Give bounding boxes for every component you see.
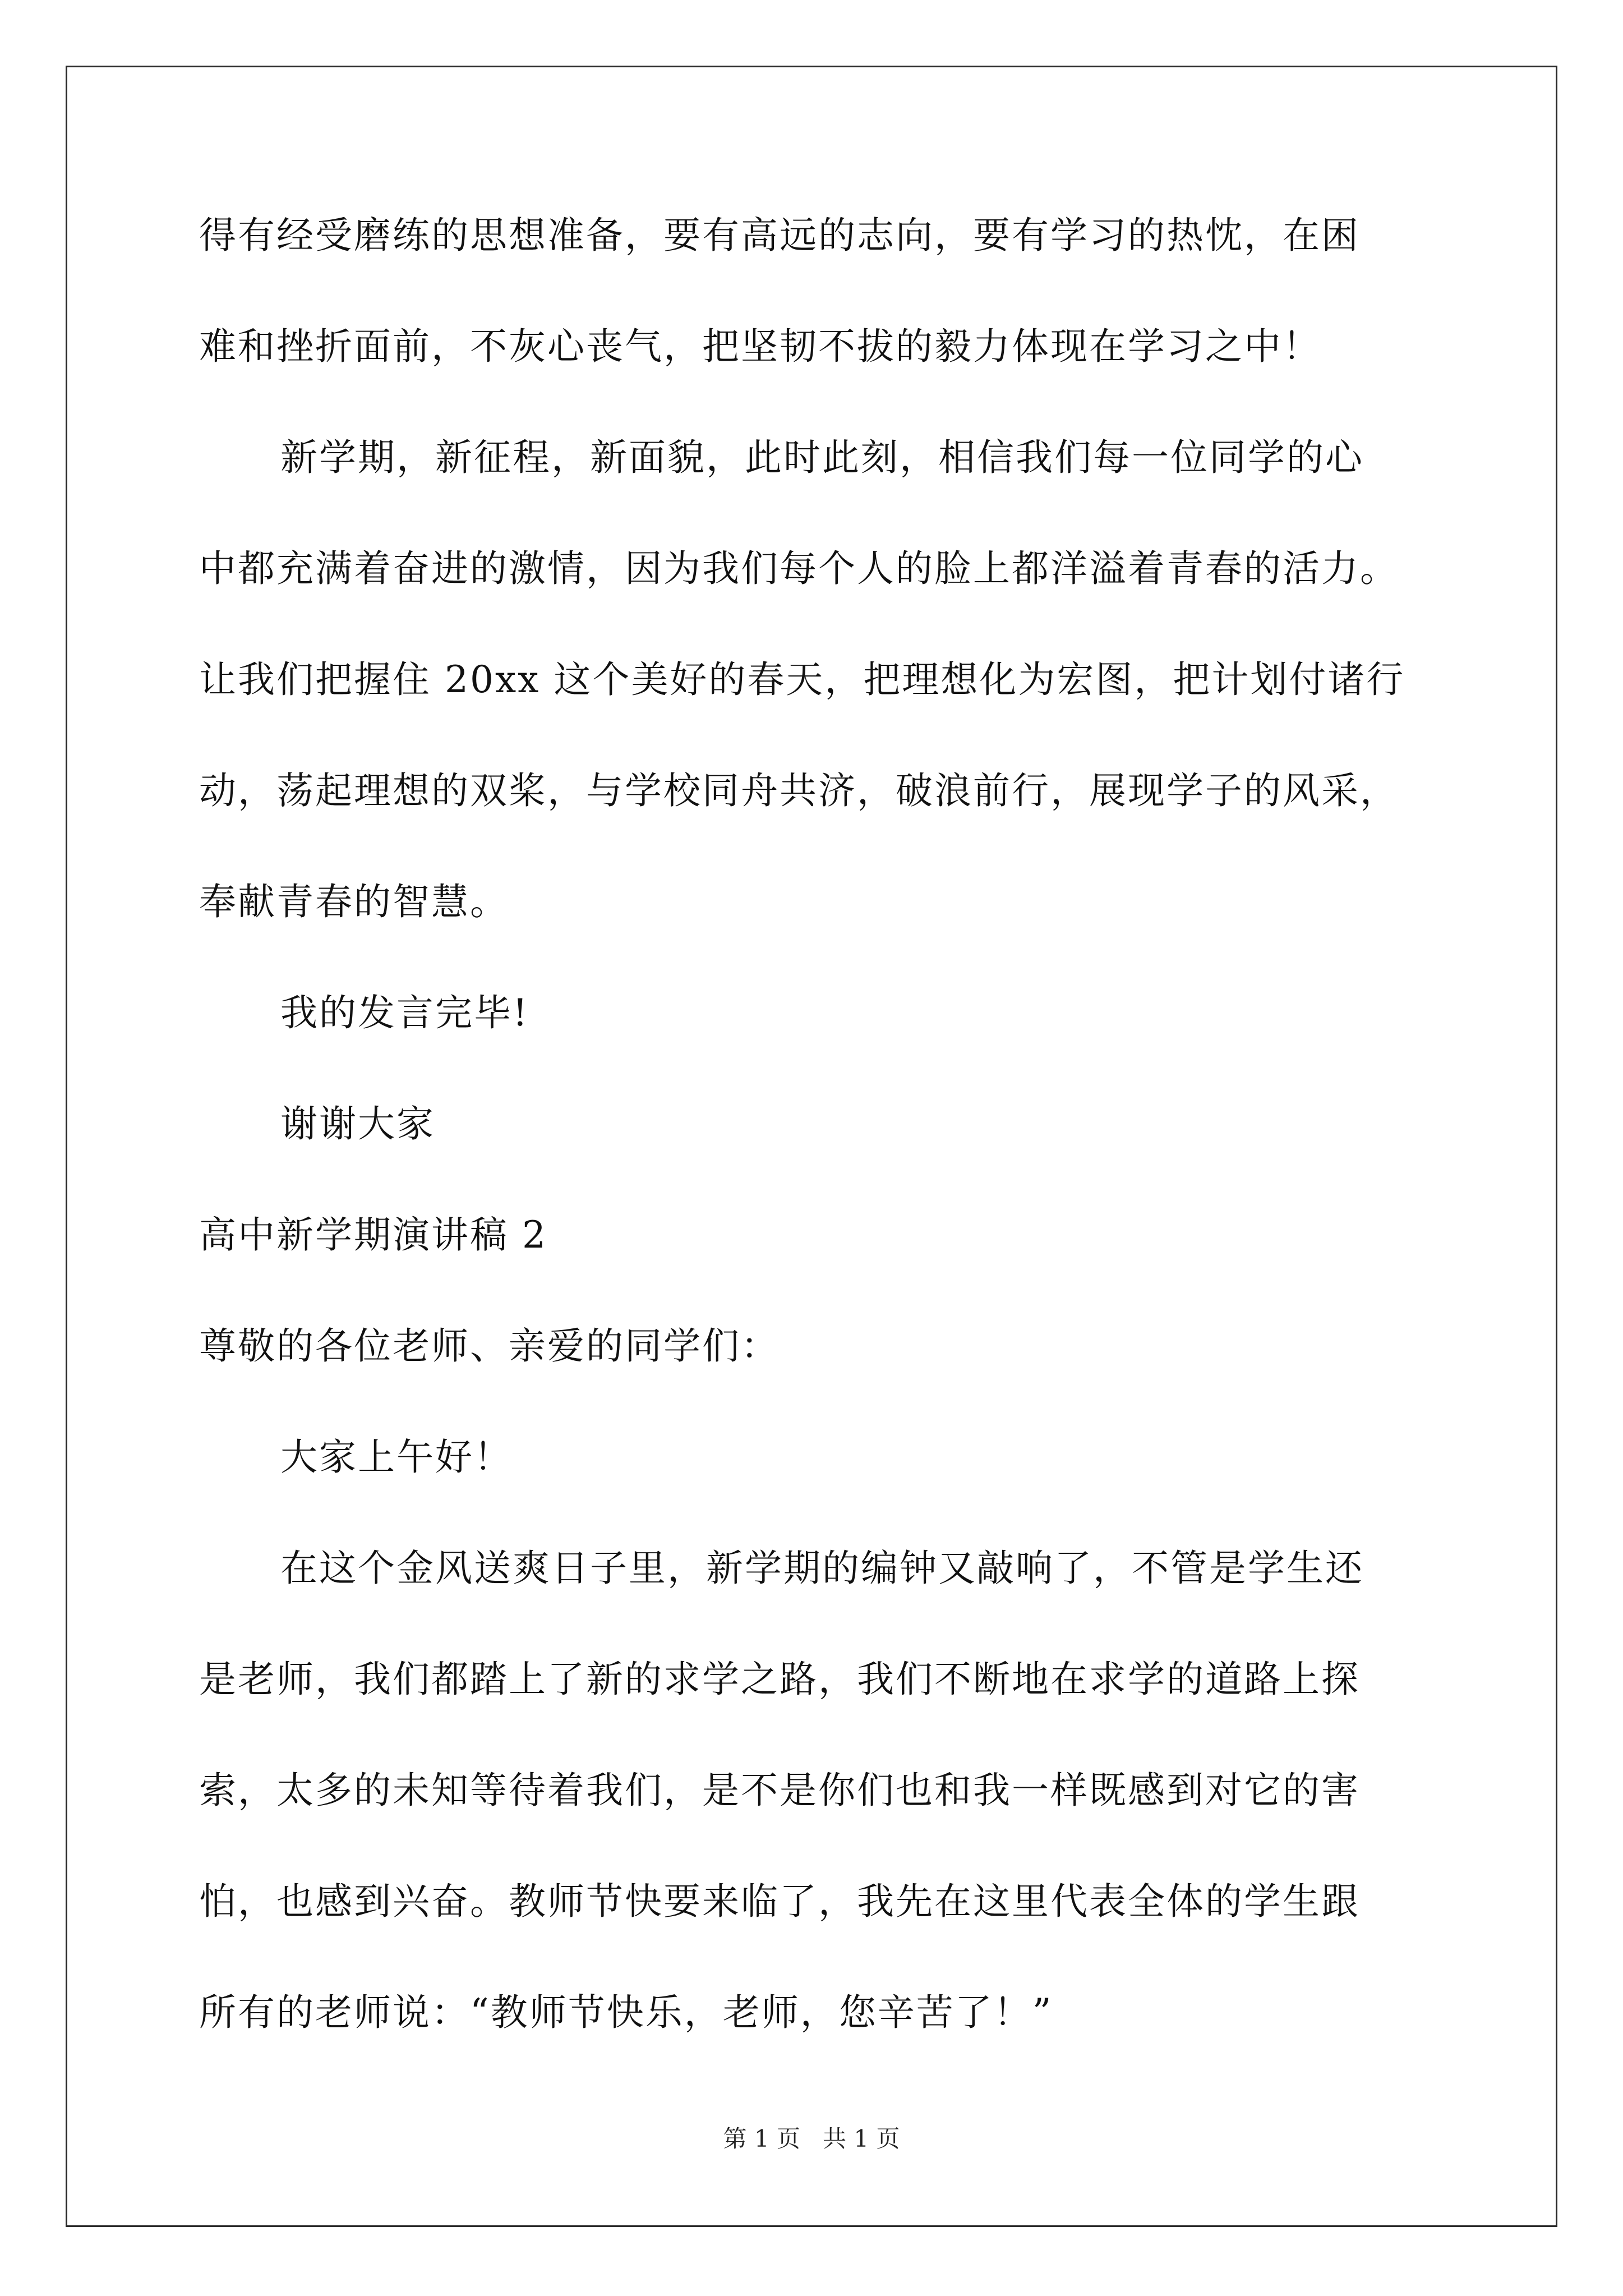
body-line: 难和挫折面前，不灰心丧气，把坚韧不拔的毅力体现在学习之中！ [199,325,1321,368]
body-line: 是老师，我们都踏上了新的求学之路，我们不断地在求学的道路上探 [199,1658,1360,1701]
paragraph-start-line: 新学期，新征程，新面貌，此时此刻，相信我们每一位同学的心 [280,436,1364,479]
body-line: 怕，也感到兴奋。教师节快要来临了，我先在这里代表全体的学生跟 [199,1880,1360,1923]
body-line: 奉献青春的智慧。 [199,880,509,923]
salutation: 尊敬的各位老师、亲爱的同学们： [199,1324,780,1368]
body-line: 索，太多的未知等待着我们，是不是你们也和我一样既感到对它的害 [199,1769,1360,1812]
paragraph-start-line: 在这个金风送爽日子里，新学期的编钟又敲响了，不管是学生还 [280,1547,1364,1590]
body-line: 得有经受磨练的思想准备，要有高远的志向，要有学习的热忱，在困 [199,214,1360,257]
body-line: 动，荡起理想的双桨，与学校同舟共济，破浪前行，展现学子的风采， [199,769,1399,812]
closing-line: 我的发言完毕! [280,991,529,1034]
thanks-line: 谢谢大家 [280,1102,435,1145]
body-line: 中都充满着奋进的激情，因为我们每个人的脸上都洋溢着青春的活力。 [199,547,1399,590]
page-number-footer: 第 1 页 共 1 页 [723,2125,900,2152]
greeting-line: 大家上午好！ [280,1435,513,1479]
document-body [199,208,1478,2096]
section-title: 高中新学期演讲稿 2 [199,1213,547,1257]
body-line: 让我们把握住 20xx 这个美好的春天，把理想化为宏图，把计划付诸行 [199,658,1405,701]
body-line: 所有的老师说：“教师节快乐，老师，您辛苦了！” [199,1991,1053,2034]
